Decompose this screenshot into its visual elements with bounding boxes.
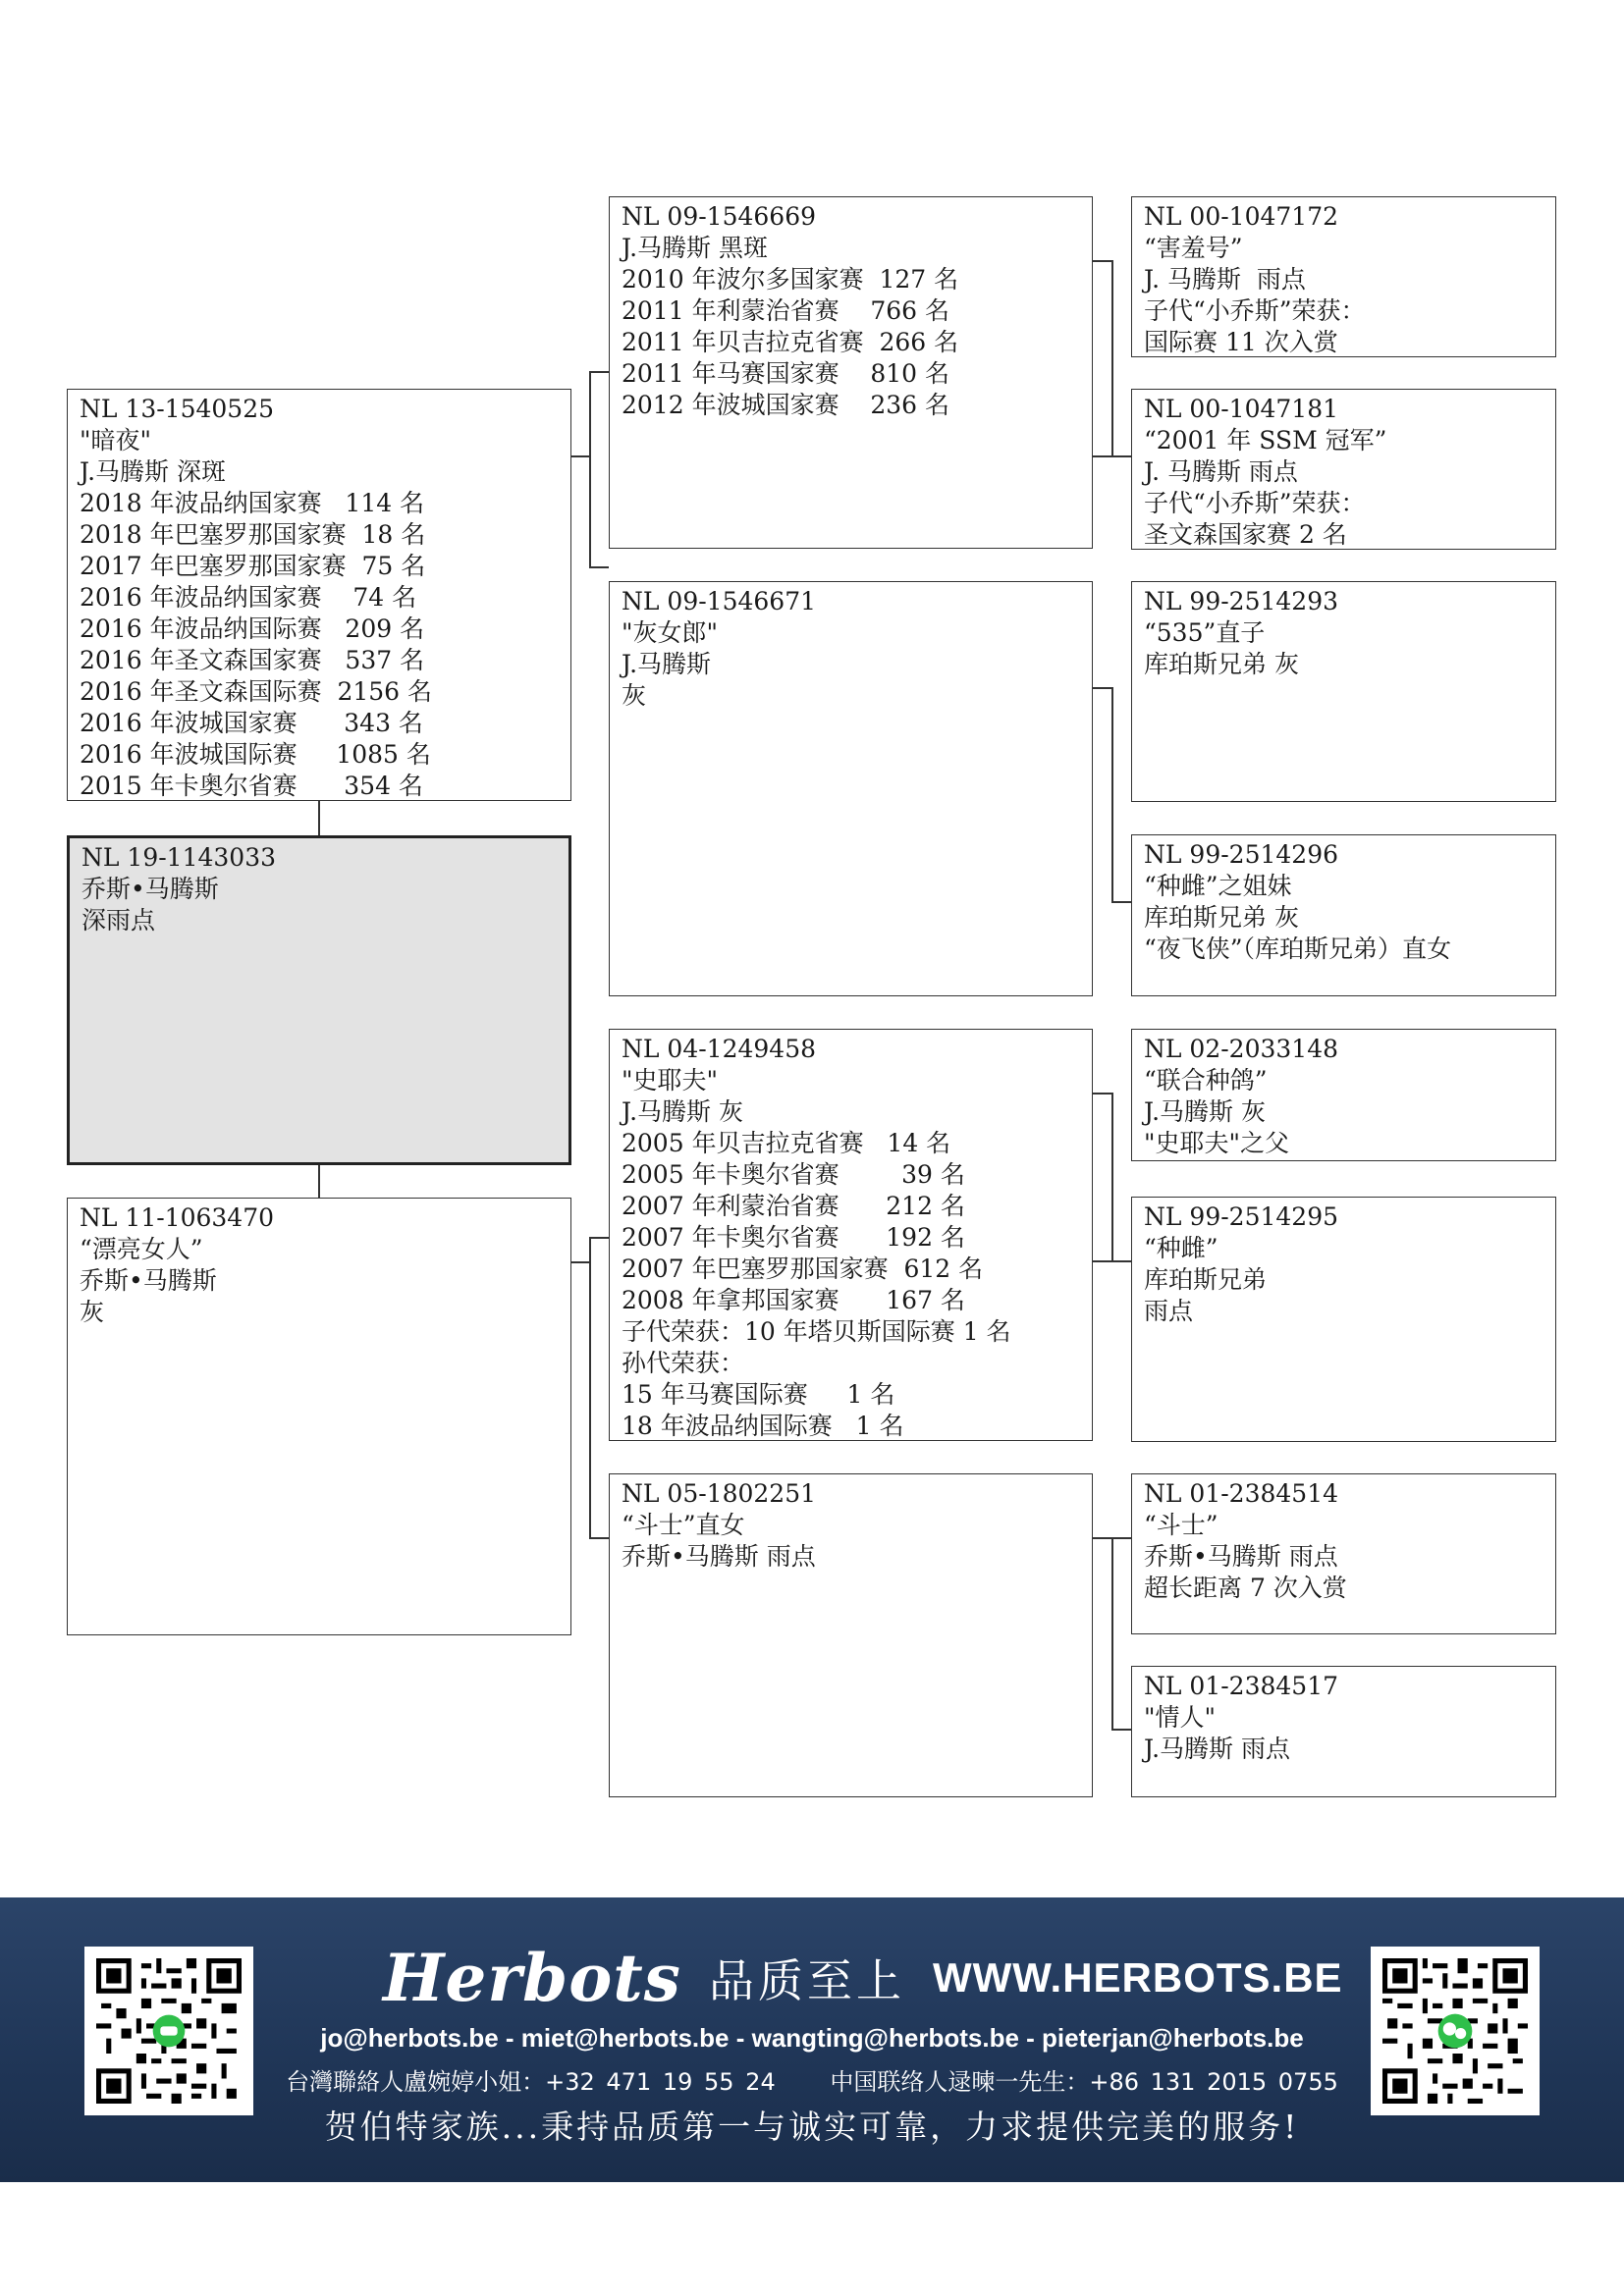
- pedigree-line: 子代“小乔斯”荣获：: [1144, 296, 1366, 325]
- connector-sd-to-dam: [1111, 901, 1131, 903]
- ds-dam-card: [1131, 1197, 1556, 1442]
- ring-number: NL 00-1047172: [1144, 202, 1339, 231]
- pedigree-line: 2005 年贝吉拉克省赛 14 名: [622, 1129, 951, 1157]
- ring-number: NL 99-2514293: [1144, 587, 1339, 615]
- pedigree-line: 2018 年巴塞罗那国家赛 18 名: [80, 520, 426, 549]
- connector-to-sire-dam: [589, 566, 609, 568]
- pedigree-line: 灰: [622, 681, 647, 710]
- pedigree-line: 灰: [80, 1298, 105, 1326]
- pedigree-line: 15 年马赛国际赛 1 名: [622, 1380, 895, 1409]
- pedigree-line: 库珀斯兄弟 灰: [1144, 650, 1299, 678]
- subject-card: [67, 835, 571, 1165]
- pedigree-line: 2011 年贝吉拉克省赛 266 名: [622, 328, 959, 356]
- ring-number: NL 01-2384517: [1144, 1672, 1339, 1700]
- pedigree-line: 国际赛 11 次入赏: [1144, 328, 1338, 356]
- ring-number: NL 11-1063470: [80, 1203, 275, 1232]
- pedigree-line: J.马腾斯 灰: [1144, 1097, 1266, 1126]
- ring-number: NL 00-1047181: [1144, 395, 1339, 423]
- connector-ss-bracket: [1111, 260, 1113, 456]
- pedigree-line: J.马腾斯 深斑: [80, 457, 226, 486]
- pedigree-line: 2016 年波城国家赛 343 名: [80, 709, 423, 737]
- pedigree-line: J.马腾斯: [622, 650, 712, 678]
- pedigree-line: 2015 年卡奥尔省赛 354 名: [80, 772, 423, 800]
- pedigree-line: “535”直子: [1144, 618, 1266, 647]
- connector-dd-bracket: [1111, 1537, 1113, 1730]
- contact-taiwan: 台灣聯絡人盧婉婷小姐：+32 471 19 55 24: [286, 2068, 776, 2096]
- qr-code-right[interactable]: [1371, 1947, 1540, 2115]
- pedigree-line: J. 马腾斯 雨点: [1144, 265, 1306, 294]
- dd-dam-card: [1131, 1666, 1556, 1797]
- connector-subject-dam: [318, 1165, 320, 1198]
- ds-sire-card: [1131, 1029, 1556, 1161]
- ring-number: NL 04-1249458: [622, 1035, 817, 1063]
- pedigree-line: 乔斯•马腾斯: [80, 1266, 217, 1295]
- pedigree-line: 雨点: [1144, 1297, 1194, 1325]
- pedigree-line: “联合种鸽”: [1144, 1066, 1268, 1095]
- connector-ds-bracket: [1111, 1093, 1113, 1261]
- pedigree-line: 2007 年利蒙治省赛 212 名: [622, 1192, 965, 1220]
- pedigree-line: 2007 年卡奥尔省赛 192 名: [622, 1223, 965, 1252]
- pedigree-line: 2016 年波品纳国家赛 74 名: [80, 583, 417, 612]
- pedigree-line: J. 马腾斯 雨点: [1144, 457, 1298, 486]
- pedigree-line: 2011 年马赛国家赛 810 名: [622, 359, 950, 388]
- dam-dam-card: [609, 1473, 1093, 1797]
- sire-dam-card: [609, 581, 1093, 996]
- pedigree-line: 库珀斯兄弟: [1144, 1265, 1268, 1294]
- contact-china: 中国联络人逯暕一先生：+86 131 2015 0755: [830, 2068, 1338, 2096]
- pedigree-line: "灰女郎": [622, 618, 718, 647]
- connector-ss-right: [1093, 260, 1112, 262]
- connector-ds-to-dam: [1093, 1260, 1131, 1262]
- pedigree-line: 2005 年卡奥尔省赛 39 名: [622, 1160, 965, 1189]
- pedigree-line: 超长距离 7 次入赏: [1144, 1574, 1347, 1602]
- pedigree-line: 子代“小乔斯”荣获：: [1144, 489, 1366, 517]
- pedigree-line: "史耶夫": [622, 1066, 718, 1095]
- dam-sire-card: [609, 1029, 1093, 1441]
- motto-text: 贺伯特家族...秉持品质第一与诚实可靠，力求提供完美的服务!: [324, 2108, 1300, 2146]
- pedigree-line: 2017 年巴塞罗那国家赛 75 名: [80, 552, 426, 580]
- connector-to-sire-sire: [589, 371, 609, 373]
- sd-sire-card: [1131, 581, 1556, 802]
- footer-banner: [0, 1897, 1624, 2182]
- email-links[interactable]: jo@herbots.be - miet@herbots.be - wangting@herbots.be - pieterjan@herbots.be: [320, 2023, 1304, 2053]
- ring-number: NL 02-2033148: [1144, 1035, 1339, 1063]
- pedigree-line: 乔斯•马腾斯 雨点: [1144, 1542, 1338, 1571]
- pedigree-line: “夜飞侠”（库珀斯兄弟）直女: [1144, 934, 1452, 963]
- sire-sire-card: [609, 196, 1093, 549]
- ring-number: NL 13-1540525: [80, 395, 275, 423]
- pedigree-line: “斗士”直女: [622, 1511, 745, 1539]
- pedigree-line: “2001 年 SSM 冠军”: [1144, 426, 1387, 454]
- connector-sd-bracket: [1111, 687, 1113, 902]
- ring-number: NL 19-1143033: [81, 843, 277, 872]
- connector-ds-right: [1093, 1093, 1112, 1095]
- connector-sire-subject: [318, 801, 320, 835]
- connector-sire-bracket: [589, 371, 591, 567]
- pedigree-line: “斗士”: [1144, 1511, 1218, 1539]
- pedigree-line: “种雌”之姐妹: [1144, 872, 1292, 900]
- pedigree-line: 2018 年波品纳国家赛 114 名: [80, 489, 425, 517]
- pedigree-line: 2012 年波城国家赛 236 名: [622, 391, 950, 419]
- sd-dam-card: [1131, 834, 1556, 996]
- pedigree-line: J.马腾斯 黑斑: [622, 234, 768, 262]
- pedigree-line: 乔斯•马腾斯: [81, 875, 219, 903]
- connector-to-dam-dam: [589, 1537, 609, 1539]
- brand-row: [383, 1939, 1343, 2017]
- pedigree-line: 2008 年拿邦国家赛 167 名: [622, 1286, 965, 1314]
- sire-card: [67, 389, 571, 801]
- pedigree-line: 深雨点: [81, 906, 156, 934]
- ring-number: NL 09-1546671: [622, 587, 817, 615]
- ring-number: NL 09-1546669: [622, 202, 817, 231]
- connector-dam-bracket: [589, 1237, 591, 1538]
- pedigree-line: “种雌”: [1144, 1234, 1218, 1262]
- connector-sd-right: [1093, 687, 1112, 689]
- pedigree-line: 子代荣获：10 年塔贝斯国际赛 1 名: [622, 1317, 1011, 1346]
- dd-sire-card: [1131, 1473, 1556, 1634]
- pedigree-line: 2010 年波尔多国家赛 127 名: [622, 265, 959, 294]
- pedigree-line: “漂亮女人”: [80, 1235, 203, 1263]
- pedigree-line: 2016 年波城国际赛 1085 名: [80, 740, 431, 769]
- ring-number: NL 99-2514296: [1144, 840, 1339, 869]
- pedigree-line: "史耶夫"之父: [1144, 1129, 1289, 1157]
- pedigree-line: J.马腾斯 雨点: [1144, 1735, 1290, 1763]
- pedigree-line: 2011 年利蒙治省赛 766 名: [622, 296, 950, 325]
- connector-to-dam-sire: [589, 1237, 609, 1239]
- pedigree-line: 2016 年波品纳国际赛 209 名: [80, 614, 425, 643]
- pedigree-line: 圣文森国家赛 2 名: [1144, 520, 1347, 549]
- website-link[interactable]: WWW.HERBOTS.BE: [932, 1954, 1343, 2001]
- connector-dam-right: [571, 1261, 590, 1263]
- herbots-logo: Herbots: [383, 1940, 681, 2016]
- pedigree-line: 2007 年巴塞罗那国家赛 612 名: [622, 1255, 984, 1283]
- pedigree-line: 2016 年圣文森国际赛 2156 名: [80, 677, 433, 706]
- connector-ss-to-dam: [1093, 455, 1131, 457]
- pedigree-line: "暗夜": [80, 426, 151, 454]
- pedigree-line: 18 年波品纳国际赛 1 名: [622, 1412, 904, 1440]
- pedigree-line: 2016 年圣文森国家赛 537 名: [80, 646, 425, 674]
- ss-dam-card: [1131, 389, 1556, 550]
- ss-sire-card: [1131, 196, 1556, 357]
- pedigree-line: “害羞号”: [1144, 234, 1243, 262]
- connector-dd-to-dam: [1111, 1729, 1131, 1731]
- brand-slogan: 品质至上: [708, 1954, 905, 2007]
- pedigree-line: 乔斯•马腾斯 雨点: [622, 1542, 816, 1571]
- pedigree-line: 库珀斯兄弟 灰: [1144, 903, 1299, 932]
- ring-number: NL 01-2384514: [1144, 1479, 1339, 1508]
- ring-number: NL 05-1802251: [622, 1479, 817, 1508]
- dam-card: [67, 1198, 571, 1635]
- connector-sire-right: [571, 455, 590, 457]
- pedigree-line: 孙代荣获：: [622, 1349, 745, 1377]
- qr-right-pattern: [1382, 1958, 1528, 2104]
- pedigree-line: "情人": [1144, 1703, 1216, 1732]
- ring-number: NL 99-2514295: [1144, 1202, 1339, 1231]
- pedigree-line: J.马腾斯 灰: [622, 1097, 743, 1126]
